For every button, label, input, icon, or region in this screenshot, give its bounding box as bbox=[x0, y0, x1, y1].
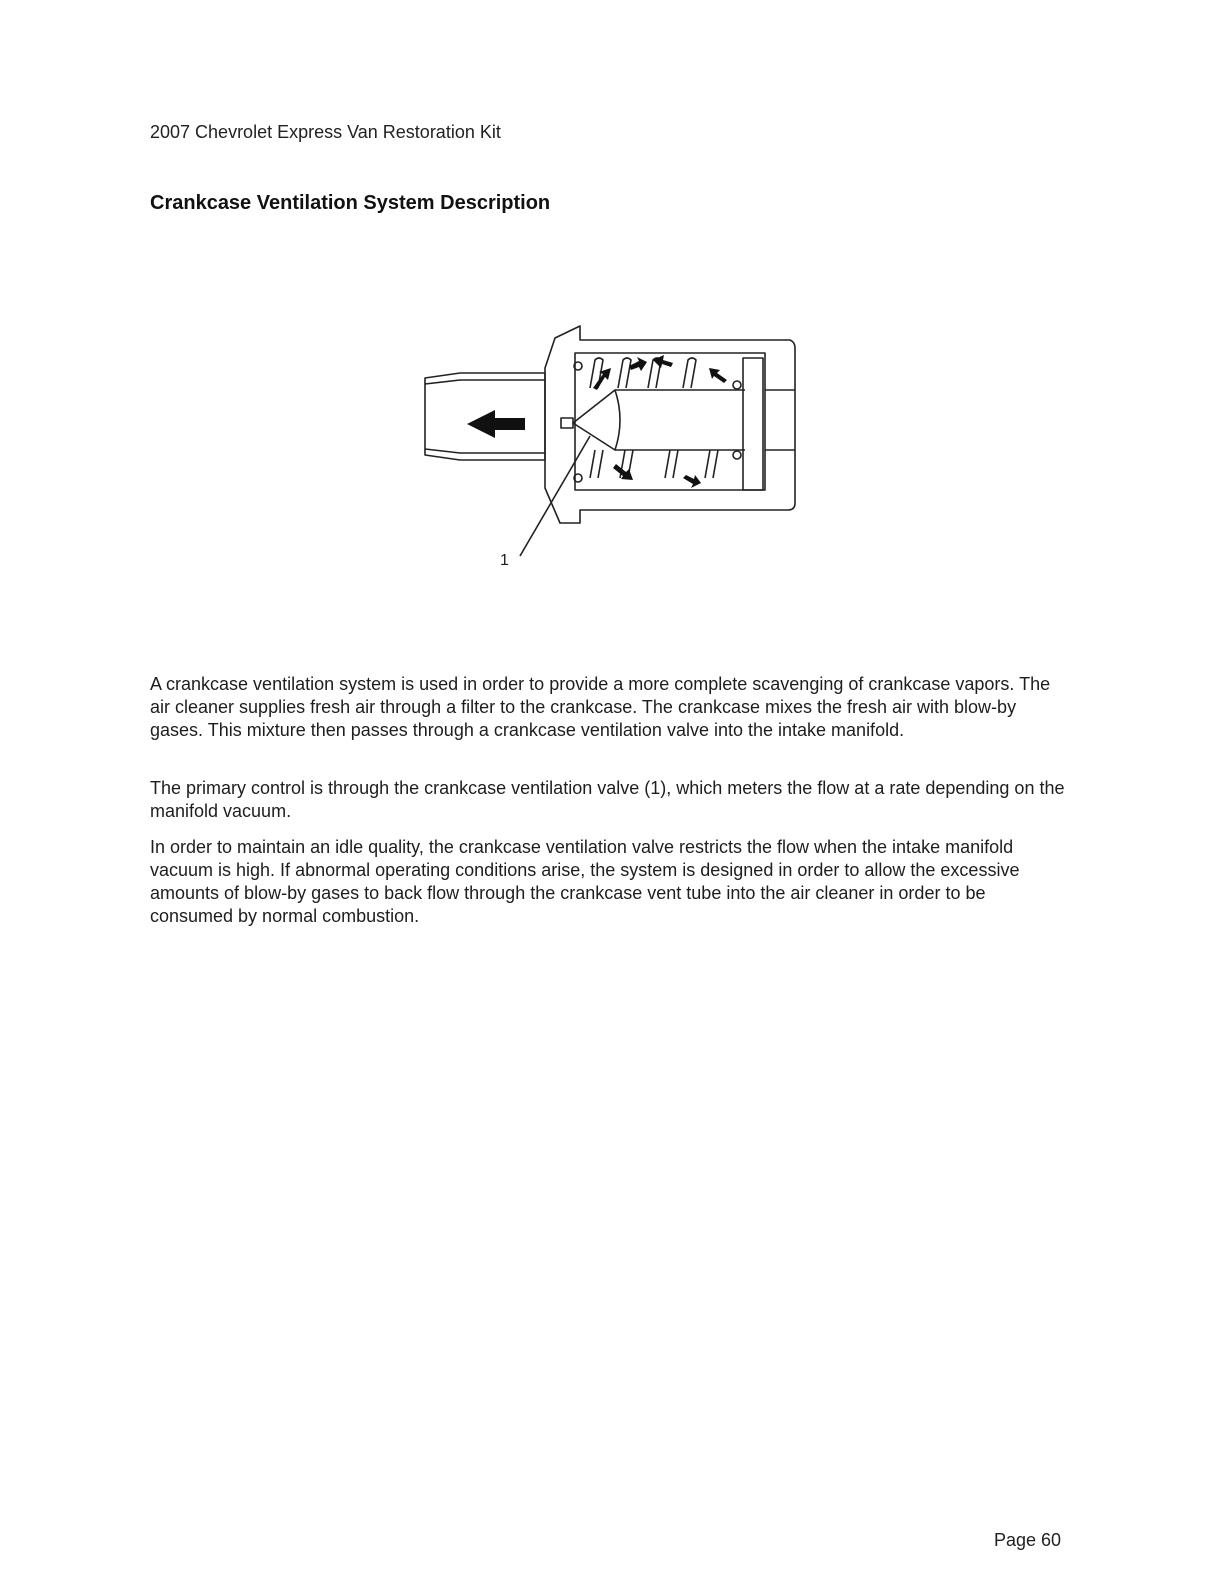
document-header-title: 2007 Chevrolet Express Van Restoration Kit bbox=[150, 122, 501, 142]
paragraph-idle-quality: In order to maintain an idle quality, the crankcase ventilation valve restricts the flow when the intake manifold vacuum is high. If abnormal operating conditions arise, the system is designed in order to allow the excessive amounts of blow-by gases to back flow through the crankcase vent tube into the air cleaner in order to be consumed by normal combustion. bbox=[150, 837, 1020, 926]
pcv-valve-cross-section-icon bbox=[415, 318, 800, 580]
pcv-valve-diagram bbox=[415, 318, 800, 580]
diagram-callout-1: 1 bbox=[500, 552, 509, 569]
paragraph-ventilation-overview: A crankcase ventilation system is used in order to provide a more complete scavenging of crankcase vapors. The air cleaner supplies fresh air through a filter to the crankcase. The crankcase mixes the fresh air with blow-by gases. This mixture then passes through a crankcase ventilation valve into the intake manifold. bbox=[150, 674, 1051, 740]
paragraph-primary-control: The primary control is through the crankcase ventilation valve (1), which meters the flow at a rate depending on the manifold vacuum. bbox=[150, 778, 1065, 821]
page-number: Page 60 bbox=[994, 1530, 1062, 1550]
section-heading: Crankcase Ventilation System Description bbox=[150, 192, 551, 214]
